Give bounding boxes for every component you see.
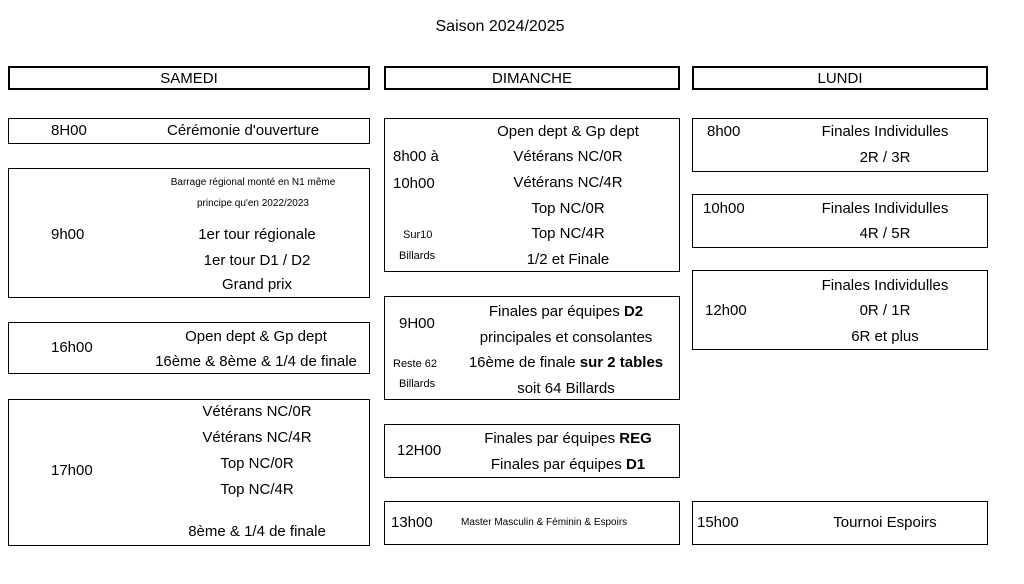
dimanche-slot-9h00 [384, 296, 680, 400]
slot-time: 9h00 [51, 226, 85, 243]
slot-time: 13h00 [391, 514, 433, 531]
slot-line: Vétérans NC/4R [513, 174, 623, 191]
slot-time: 10h00 [393, 175, 435, 192]
slot-side-note: Billards [399, 378, 436, 390]
slot-time: 9H00 [399, 315, 435, 332]
slot-line: Finales Individulles [821, 200, 949, 217]
slot-time: 8h00 à [393, 148, 439, 165]
slot-line: 8ème & 1/4 de finale [188, 523, 326, 540]
dimanche-slot-13h00 [384, 501, 680, 545]
dimanche-slot-8h00 [384, 118, 680, 272]
slot-line: 1er tour régionale [198, 226, 316, 243]
slot-note: principe qu'en 2022/2023 [196, 198, 309, 209]
slot-line: Finales Individulles [821, 277, 949, 294]
slot-line: 1er tour D1 / D2 [203, 252, 311, 269]
page-title: Saison 2024/2025 [435, 18, 565, 35]
slot-time: 15h00 [697, 514, 739, 531]
slot-line: Finales par équipes REG [484, 430, 652, 447]
slot-side-note: Billards [399, 250, 436, 262]
samedi-slot-9h00 [8, 168, 370, 298]
lundi-slot-12h00 [692, 270, 988, 350]
samedi-slot-16h00 [8, 322, 370, 374]
slot-line: Grand prix [221, 276, 293, 293]
slot-line: principales et consolantes [479, 329, 653, 346]
header-samedi: SAMEDI [8, 66, 370, 90]
slot-line: Vétérans NC/0R [513, 148, 623, 165]
slot-time: 16h00 [51, 339, 93, 356]
slot-time: 10h00 [703, 200, 745, 217]
slot-line: 2R / 3R [859, 149, 911, 166]
slot-line: Top NC/0R [220, 455, 294, 472]
slot-time: 17h00 [51, 462, 93, 479]
samedi-slot-17h00 [8, 399, 370, 546]
slot-side-note: Reste 62 [393, 358, 438, 370]
samedi-slot-8h00 [8, 118, 370, 144]
slot-time: 12h00 [705, 302, 747, 319]
slot-event: Master Masculin & Féminin & Espoirs [461, 517, 628, 528]
slot-side-note: Sur10 [403, 229, 433, 241]
slot-line: 4R / 5R [859, 225, 911, 242]
slot-line: 0R / 1R [859, 302, 911, 319]
lundi-slot-10h00 [692, 194, 988, 248]
slot-line: Finales Individulles [821, 123, 949, 140]
slot-line: Top NC/4R [531, 225, 605, 242]
slot-line: Open dept & Gp dept [497, 123, 639, 140]
lundi-slot-15h00 [692, 501, 988, 545]
slot-time: 12H00 [397, 442, 442, 459]
slot-line: Vétérans NC/4R [202, 429, 312, 446]
slot-line: Open dept & Gp dept [185, 328, 327, 345]
slot-line: soit 64 Billards [517, 380, 615, 397]
slot-line: 1/2 et Finale [526, 251, 610, 268]
slot-event: Tournoi Espoirs [833, 514, 937, 531]
slot-line: Top NC/4R [220, 481, 294, 498]
slot-line: 16ème & 8ème & 1/4 de finale [155, 353, 357, 370]
slot-line: 6R et plus [851, 328, 919, 345]
header-lundi: LUNDI [692, 66, 988, 90]
slot-event: Cérémonie d'ouverture [167, 122, 320, 139]
lundi-slot-8h00 [692, 118, 988, 172]
dimanche-slot-12h00 [384, 424, 680, 478]
slot-line: Finales par équipes D2 [488, 303, 644, 320]
header-dimanche: DIMANCHE [384, 66, 680, 90]
slot-line: 16ème de finale sur 2 tables [468, 354, 664, 371]
slot-line: Finales par équipes D1 [490, 456, 646, 473]
slot-line: Top NC/0R [531, 200, 605, 217]
slot-note: Barrage régional monté en N1 même [170, 177, 336, 188]
slot-line: Vétérans NC/0R [202, 403, 312, 420]
slot-time: 8h00 [707, 123, 741, 140]
slot-time: 8H00 [51, 122, 87, 139]
